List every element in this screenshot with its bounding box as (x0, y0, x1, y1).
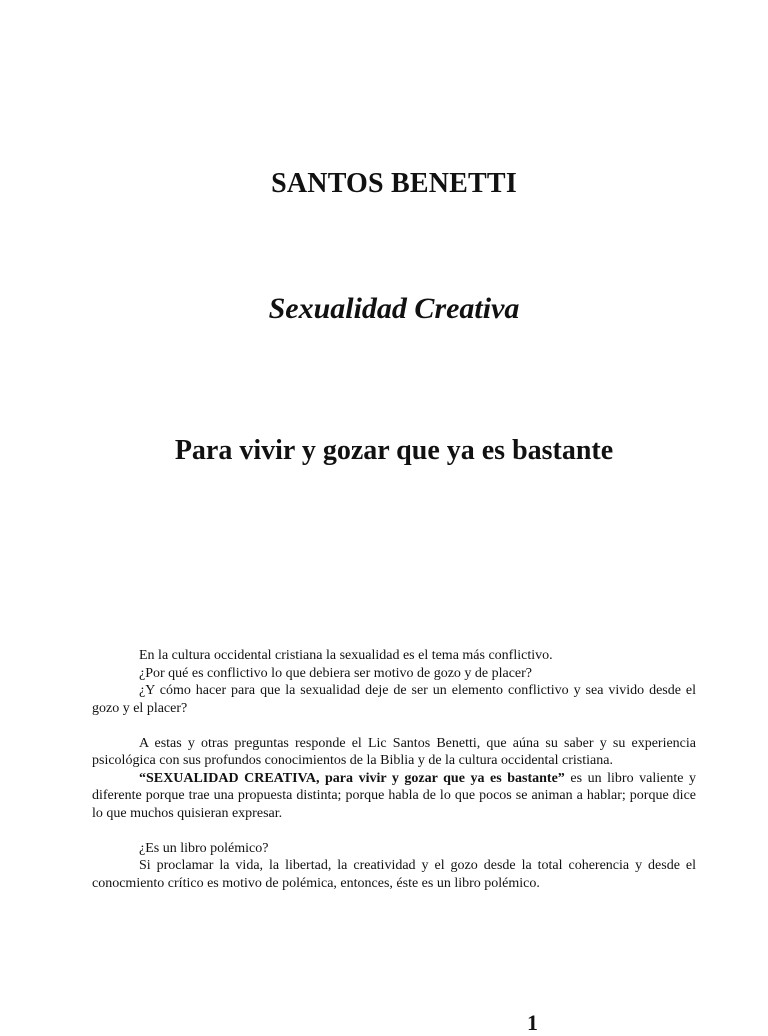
page-number: 1 (527, 1010, 538, 1035)
paragraph-5-text: es un libro valiente y diferente porque trae una propuesta distinta; porque habla de lo que pocos se animan a hablar; porque dice lo que muchos quisieran expresar. (92, 770, 696, 821)
paragraph-gap (92, 717, 696, 735)
paragraph-4: A estas y otras preguntas responde el Lic Santos Benetti, que aúna su saber y su experiencia psicológica con sus profundos conocimientos de la Biblia y de la cultura occidental cristiana. (92, 735, 696, 768)
paragraph-1: En la cultura occidental cristiana la sexualidad es el tema más conflictivo. (139, 648, 553, 663)
body-text (92, 647, 696, 892)
paragraph-2: ¿Por qué es conflictivo lo que debiera ser motivo de gozo y de placer? (139, 665, 533, 681)
book-subtitle: Para vivir y gozar que ya es bastante (174, 435, 614, 466)
book-title: Sexualidad Creativa (268, 292, 520, 325)
paragraph-7: Si proclamar la vida, la libertad, la creatividad y el gozo desde la total coherencia y desde el conocmiento crítico es motivo de polémica, entonces, éste es un libro polémico. (92, 858, 696, 891)
book-title-quote: “SEXUALIDAD CREATIVA, para vivir y gozar que ya es bastante” (139, 770, 565, 786)
paragraph-5 (92, 770, 696, 823)
author-heading: SANTOS BENETTI (271, 168, 517, 199)
paragraph-gap (92, 822, 696, 840)
paragraph-3: ¿Y cómo hacer para que la sexualidad deje de ser un elemento conflictivo y sea vivido desde el gozo y el placer? (92, 683, 696, 716)
paragraph-6: ¿Es un libro polémico? (139, 840, 269, 856)
